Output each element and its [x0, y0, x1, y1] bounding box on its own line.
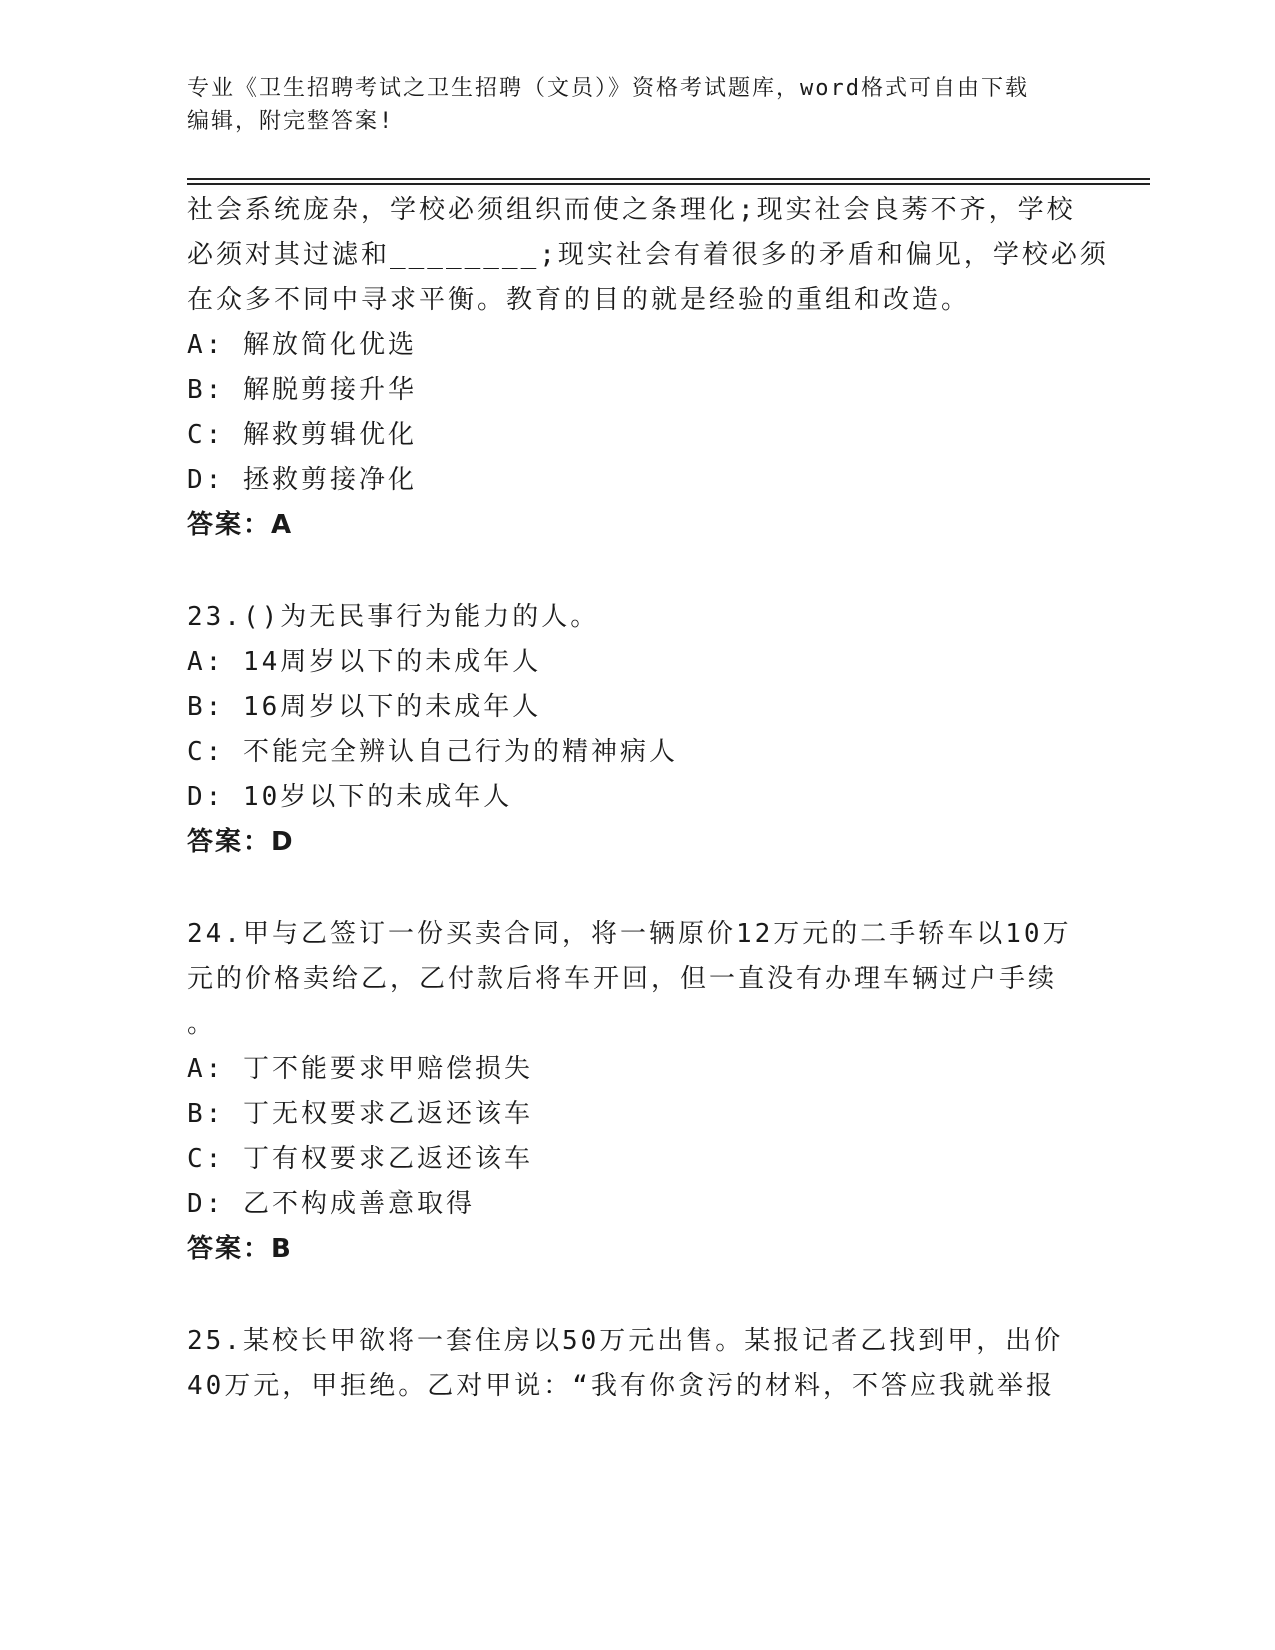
header-divider-top: [187, 178, 1150, 180]
header-divider-bottom: [187, 183, 1150, 185]
answer-label: 答案：B: [187, 1234, 293, 1264]
question-22: [187, 188, 1109, 548]
header-line-2: 编辑，附完整答案!: [187, 109, 395, 134]
header-line-1: 专业《卫生招聘考试之卫生招聘（文员）》资格考试题库，word格式可自由下载: [187, 76, 1029, 101]
spacer: [187, 865, 1087, 912]
question-text-line: 23.()为无民事行为能力的人。: [187, 602, 600, 632]
question-25: [187, 1319, 1087, 1409]
option-c: C: 不能完全辨认自己行为的精神病人: [187, 737, 678, 767]
question-text-line: 元的价格卖给乙，乙付款后将车开回，但一直没有办理车辆过户手续: [187, 964, 1058, 994]
option-b: B: 解脱剪接升华: [187, 375, 417, 405]
option-d: D: 拯救剪接净化: [187, 465, 417, 495]
spacer: [187, 1272, 1087, 1319]
option-d: D: 乙不构成善意取得: [187, 1189, 475, 1219]
option-b: B: 丁无权要求乙返还该车: [187, 1099, 533, 1129]
question-text-line: 在众多不同中寻求平衡。教育的目的就是经验的重组和改造。: [187, 285, 971, 315]
option-c: C: 丁有权要求乙返还该车: [187, 1144, 533, 1174]
question-24: [187, 912, 1087, 1272]
answer-label: 答案：D: [187, 827, 295, 857]
question-text-line: 社会系统庞杂，学校必须组织而使之条理化;现实社会良莠不齐，学校: [187, 195, 1076, 225]
spacer: [187, 548, 1087, 595]
question-text-line: 24.甲与乙签订一份买卖合同，将一辆原价12万元的二手轿车以10万: [187, 919, 1072, 949]
option-b: B: 16周岁以下的未成年人: [187, 692, 542, 722]
option-c: C: 解救剪辑优化: [187, 420, 417, 450]
document-header: [187, 72, 1087, 138]
question-text-line: 25.某校长甲欲将一套住房以50万元出售。某报记者乙找到甲，出价: [187, 1326, 1064, 1356]
option-d: D: 10岁以下的未成年人: [187, 782, 513, 812]
question-text-line: 。: [187, 1009, 217, 1039]
option-a: A: 14周岁以下的未成年人: [187, 647, 542, 677]
answer-label: 答案：A: [187, 510, 294, 540]
question-content: [187, 188, 1109, 1409]
question-23: [187, 595, 1087, 865]
option-a: A: 解放简化优选: [187, 330, 417, 360]
question-text-line: 必须对其过滤和________;现实社会有着很多的矛盾和偏见，学校必须: [187, 240, 1109, 270]
option-a: A: 丁不能要求甲赔偿损失: [187, 1054, 533, 1084]
question-text-line: 40万元，甲拒绝。乙对甲说：“我有你贪污的材料，不答应我就举报: [187, 1371, 1055, 1401]
